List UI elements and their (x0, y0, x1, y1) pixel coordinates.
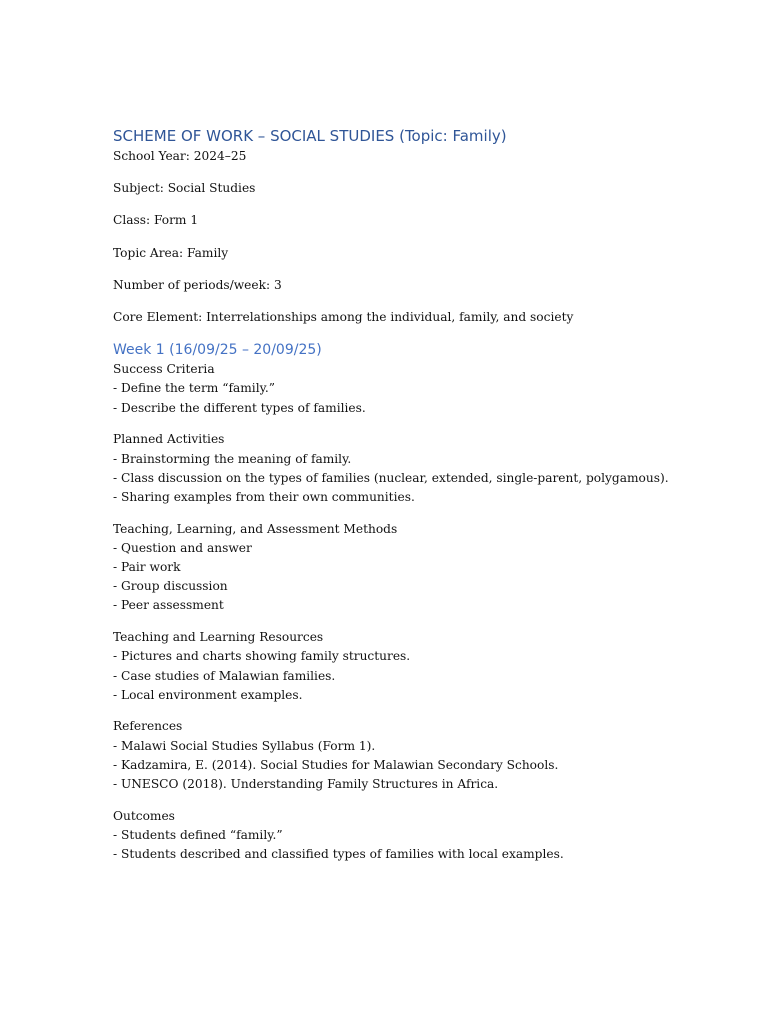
topic-area: Topic Area: Family (113, 245, 229, 260)
section-title: References (113, 719, 183, 734)
list-item: - Class discussion on the types of families (nuclear, extended, single-parent, polygamous). (113, 470, 669, 485)
resources-section (113, 628, 713, 705)
list-item: - Peer assessment (113, 598, 224, 613)
section-title: Outcomes (113, 808, 175, 823)
core-element: Core Element: Interrelationships among the individual, family, and society (113, 310, 574, 325)
methods-section (113, 520, 713, 616)
list-item: - Define the term “family.” (113, 381, 275, 396)
list-item: - Local environment examples. (113, 687, 303, 702)
list-item: - Group discussion (113, 579, 228, 594)
references-section (113, 717, 713, 794)
list-item: - Pair work (113, 560, 181, 575)
list-item: - Pictures and charts showing family structures. (113, 649, 411, 664)
subject: Subject: Social Studies (113, 181, 256, 196)
list-item: - Kadzamira, E. (2014). Social Studies for Malawian Secondary Schools. (113, 757, 559, 772)
document-page (113, 126, 713, 877)
list-item: - Students defined “family.” (113, 827, 283, 842)
list-item: - Sharing examples from their own communities. (113, 489, 415, 504)
section-title: Success Criteria (113, 362, 215, 377)
week-1-heading: Week 1 (16/09/25 – 20/09/25) (113, 342, 322, 359)
periods-per-week: Number of periods/week: 3 (113, 277, 282, 292)
meta-block (113, 147, 713, 327)
section-title: Planned Activities (113, 432, 225, 447)
document-title: SCHEME OF WORK – SOCIAL STUDIES (Topic: Family) (113, 127, 507, 145)
class: Class: Form 1 (113, 213, 199, 228)
section-title: Teaching, Learning, and Assessment Methods (113, 521, 398, 536)
list-item: - Case studies of Malawian families. (113, 668, 336, 683)
list-item: - Question and answer (113, 540, 252, 555)
success-criteria-section (113, 360, 713, 418)
list-item: - Describe the different types of families. (113, 400, 366, 415)
outcomes-section (113, 807, 713, 865)
section-title: Teaching and Learning Resources (113, 630, 324, 645)
list-item: - Students described and classified types of families with local examples. (113, 847, 564, 862)
school-year: School Year: 2024–25 (113, 149, 247, 163)
planned-activities-section (113, 430, 713, 507)
list-item: - Malawi Social Studies Syllabus (Form 1). (113, 738, 376, 753)
list-item: - UNESCO (2018). Understanding Family Structures in Africa. (113, 777, 499, 792)
list-item: - Brainstorming the meaning of family. (113, 451, 352, 466)
